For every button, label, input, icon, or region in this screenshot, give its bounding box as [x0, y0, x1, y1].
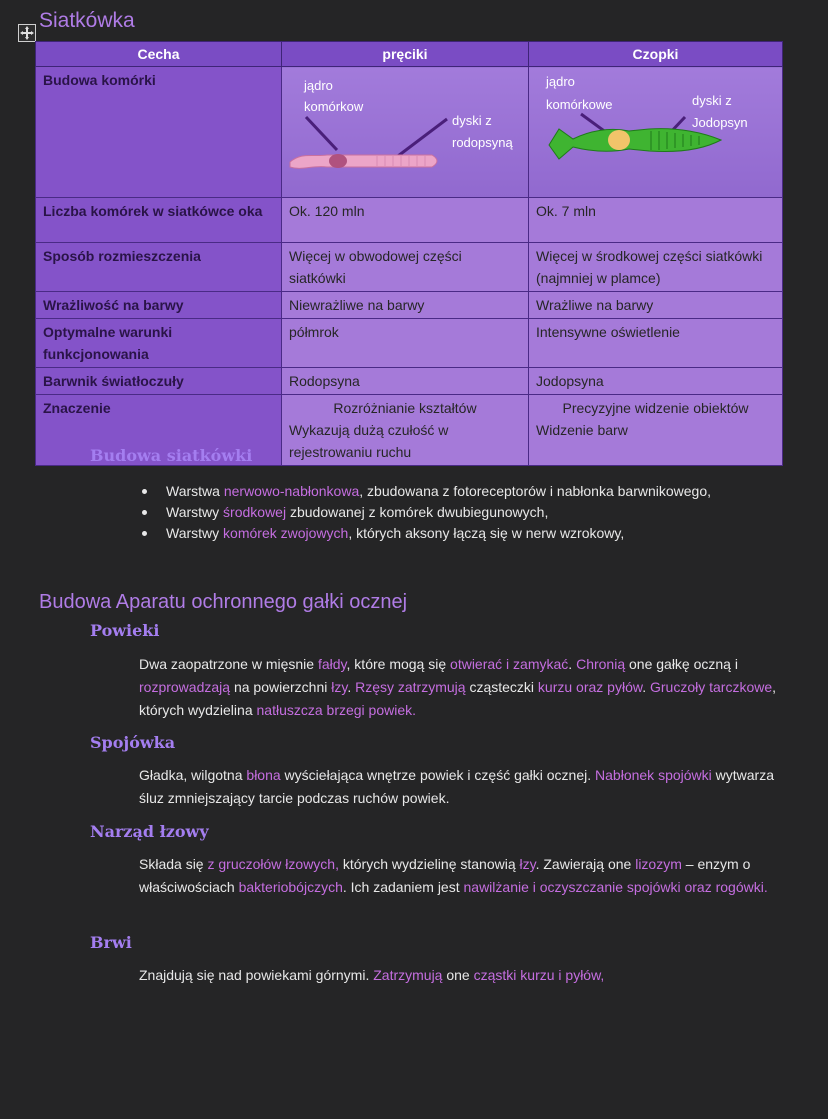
rod-label-nucleus-2: komórkow	[304, 99, 364, 114]
retina-heading: Budowa siatkówki	[90, 446, 253, 465]
table-row	[36, 67, 783, 198]
highlighted-text: fałdy	[317, 656, 347, 672]
section-paragraph-conjunctiva	[139, 764, 779, 810]
rod-value-cell: Rodopsyna	[282, 368, 529, 395]
rod-label-discs-2: rodopsyną	[452, 135, 513, 150]
text-run: , które mogą się	[346, 656, 451, 672]
rod-value-cell: Niewrażliwe na barwy	[282, 292, 529, 319]
feature-cell: Barwnik światłoczuły	[36, 368, 282, 395]
rod-cell-body	[290, 155, 437, 168]
cone-meaning-line-1: Precyzyjne widzenie obiektów	[562, 400, 749, 416]
text-run: Warstwy	[166, 525, 224, 541]
table-row	[36, 319, 783, 368]
table-move-handle[interactable]	[18, 24, 36, 42]
comparison-table	[35, 41, 783, 466]
retina-layers-list	[142, 481, 742, 544]
rod-value-cell: Więcej w obwodowej części siatkówki	[282, 243, 529, 292]
text-run: one gałkę oczną i	[625, 656, 738, 672]
cone-value-cell: Intensywne oświetlenie	[529, 319, 783, 368]
list-item	[142, 523, 742, 544]
cone-value-cell: Więcej w środkowej części siatkówki (najmniej w plamce)	[529, 243, 783, 292]
text-run: , zbudowana z fotoreceptorów i nabłonka barwnikowego,	[359, 483, 712, 499]
text-run: , których wydzielina	[139, 679, 777, 718]
text-run: . Zawierają one	[535, 856, 636, 872]
cone-value-cell	[529, 395, 783, 466]
list-item	[142, 481, 742, 502]
table-header-row	[36, 42, 783, 67]
text-run: Znajdują się nad powiekami górnymi.	[139, 967, 374, 983]
highlighted-text: natłuszcza brzegi powiek.	[256, 702, 417, 718]
text-run: .	[642, 679, 650, 695]
cone-label-nucleus-1: jądro	[546, 74, 575, 89]
rod-label-nucleus-1: jądro	[304, 78, 333, 93]
highlighted-text: kurzu oraz pyłów	[537, 679, 643, 695]
rod-label-discs-1: dyski z	[452, 113, 492, 128]
cone-cell-body	[549, 129, 721, 159]
header-rods: pręciki	[282, 42, 529, 67]
highlighted-text: bakteriobójczych	[238, 879, 343, 895]
text-run: – enzym o właściwościach	[139, 856, 751, 895]
document-title: Siatkówka	[39, 9, 135, 32]
table-row	[36, 368, 783, 395]
text-run: .	[568, 656, 577, 672]
apparatus-heading: Budowa Aparatu ochronnego gałki ocznej	[39, 591, 408, 613]
text-run: , których aksony łączą się w nerw wzrokowy,	[348, 525, 625, 541]
header-cones: Czopki	[529, 42, 783, 67]
text-run: Warstwy	[166, 504, 224, 520]
cone-label-discs-1: dyski z	[692, 93, 732, 108]
text-run: zbudowanej z komórek dwubiegunowych,	[286, 504, 549, 520]
cone-label-nucleus-2: komórkowe	[546, 97, 613, 112]
highlighted-text: nerwowo-nabłonkowa	[223, 483, 360, 499]
table-row	[36, 243, 783, 292]
section-paragraph-lacrimal	[139, 853, 779, 899]
section-heading-conjunctiva: Spojówka	[90, 733, 176, 752]
highlighted-text: otwierać i zamykać	[450, 656, 569, 672]
section-heading-lacrimal: Narząd łzowy	[90, 822, 209, 841]
highlighted-text: z gruczołów łzowych,	[207, 856, 339, 872]
text-run: cząsteczki	[465, 679, 538, 695]
highlighted-text: Zatrzymują	[373, 967, 443, 983]
header-feature: Cecha	[36, 42, 282, 67]
rod-value-cell: Ok. 120 mln	[282, 198, 529, 243]
highlighted-text: Chronią	[576, 656, 626, 672]
rod-diagram-cell	[282, 67, 529, 198]
section-heading-eyelids: Powieki	[90, 621, 160, 640]
text-run: których wydzielinę stanowią	[338, 856, 520, 872]
rod-meaning-line-1: Rozróżnianie kształtów	[333, 400, 477, 416]
text-run: Warstwa	[166, 483, 224, 499]
text-run: .	[347, 679, 356, 695]
feature-cell: Budowa komórki	[36, 67, 282, 198]
cone-meaning-line-2: Widzenie barw	[536, 422, 628, 438]
feature-cell: Znaczenie	[36, 395, 282, 466]
highlighted-text: komórek zwojowych	[223, 525, 349, 541]
feature-cell: Liczba komórek w siatkówce oka	[36, 198, 282, 243]
highlighted-text: Nabłonek spojówki	[595, 767, 712, 783]
table-row	[36, 292, 783, 319]
cone-value-cell: Wrażliwe na barwy	[529, 292, 783, 319]
highlighted-text: łzy	[519, 856, 536, 872]
highlighted-text: cząstki kurzu i pyłów,	[473, 967, 605, 983]
highlighted-text: Gruczoły tarczkowe	[649, 679, 773, 695]
rod-value-cell	[282, 395, 529, 466]
rod-meaning-line-2: Wykazują dużą czułość w rejestrowaniu ruchu	[289, 422, 449, 460]
move-icon	[19, 25, 35, 41]
highlighted-text: łzy	[331, 679, 348, 695]
feature-cell: Wrażliwość na barwy	[36, 292, 282, 319]
highlighted-text: lizozym	[635, 856, 682, 872]
highlighted-text: rozprowadzają	[139, 679, 231, 695]
feature-cell: Optymalne warunki funkcjonowania	[36, 319, 282, 368]
table-row	[36, 198, 783, 243]
rod-nucleus-pointer	[306, 117, 337, 150]
cone-value-cell: Jodopsyna	[529, 368, 783, 395]
text-run: na powierzchni	[230, 679, 332, 695]
highlighted-text: nawilżanie i oczyszczanie spojówki oraz rogówki.	[463, 879, 768, 895]
text-run: wyściełająca wnętrze powiek i część gałki ocznej.	[280, 767, 596, 783]
section-heading-eyebrows: Brwi	[90, 933, 132, 952]
section-paragraph-eyebrows	[139, 964, 779, 987]
feature-cell: Sposób rozmieszczenia	[36, 243, 282, 292]
highlighted-text: środkowej	[223, 504, 287, 520]
text-run: one	[442, 967, 474, 983]
cone-value-cell: Ok. 7 mln	[529, 198, 783, 243]
cone-nucleus	[608, 130, 630, 150]
rod-nucleus	[329, 154, 347, 168]
rod-cell-illustration	[282, 67, 528, 197]
rod-discs-pointer	[394, 119, 447, 159]
section-paragraph-eyelids	[139, 653, 779, 722]
text-run: Dwa zaopatrzone w mięsnie	[139, 656, 318, 672]
highlighted-text: Rzęsy zatrzymują	[355, 679, 466, 695]
text-run: wytwarza śluz zmniejszający tarcie podczas ruchów powiek.	[139, 767, 774, 806]
list-item	[142, 502, 742, 523]
highlighted-text: błona	[246, 767, 281, 783]
cone-diagram-cell	[529, 67, 783, 198]
text-run: Składa się	[139, 856, 208, 872]
cone-cell-illustration	[529, 67, 782, 197]
text-run: . Ich zadaniem jest	[342, 879, 464, 895]
rod-value-cell: półmrok	[282, 319, 529, 368]
cone-label-discs-2: Jodopsyn	[692, 115, 748, 130]
text-run: Gładka, wilgotna	[139, 767, 247, 783]
